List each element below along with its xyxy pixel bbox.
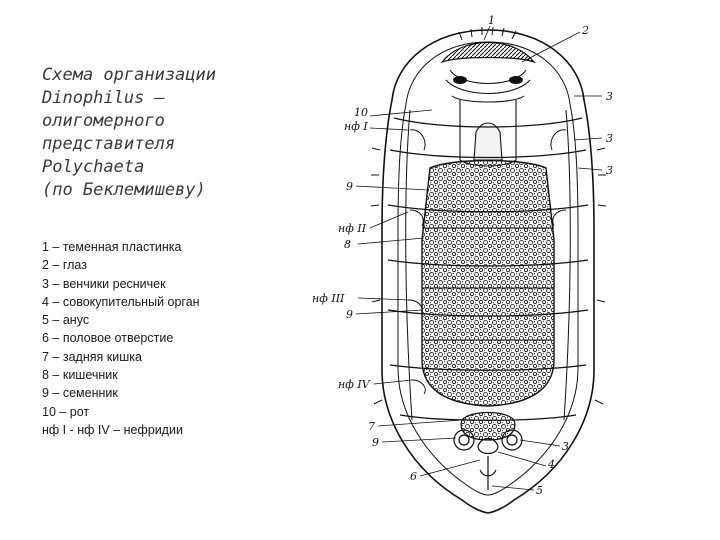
slide-title	[42, 64, 302, 202]
legend-item: 1 – теменная пластинка	[42, 240, 182, 254]
posterior-organs	[454, 413, 522, 491]
label-nf4: нф IV	[338, 378, 370, 391]
label-3b: 3	[606, 132, 613, 145]
intestine	[422, 161, 554, 407]
legend-item: нф I - нф IV – нефридии	[42, 422, 183, 437]
legend-item: 8 – кишечник	[42, 368, 118, 383]
label-3a: 3	[606, 90, 613, 103]
legend-item: 7 – задняя кишка	[42, 349, 142, 364]
title-line: Схема организации	[42, 65, 216, 85]
label-8: 8	[344, 238, 351, 251]
label-2: 2	[582, 24, 589, 37]
label-5: 5	[536, 484, 543, 497]
label-nf2: нф II	[338, 222, 367, 235]
title-line: олигомерного	[42, 111, 165, 131]
legend-list	[42, 238, 282, 439]
label-7: 7	[368, 420, 375, 433]
legend-item: 2 – глаз	[42, 258, 87, 273]
legend-item: 4 – совокупительный орган	[42, 294, 200, 309]
legend-item: 6 – половое отверстие	[42, 331, 174, 346]
legend-item: 5 – анус	[42, 313, 90, 328]
pharynx	[446, 70, 530, 166]
title-line: представителя	[42, 134, 176, 154]
label-1: 1	[488, 14, 495, 27]
label-6: 6	[410, 470, 417, 483]
label-9c: 9	[372, 436, 379, 449]
label-nf3: нф III	[312, 292, 345, 305]
apical-plate	[442, 43, 534, 63]
dinophilus-diagram	[312, 0, 720, 540]
title-line: Dinophilus –	[42, 88, 165, 108]
label-10: 10	[354, 106, 368, 119]
legend-item: 9 – семенник	[42, 386, 118, 401]
label-nf1: нф I	[344, 120, 368, 133]
title-line: Polychaeta	[42, 157, 145, 177]
label-3d: 3	[562, 440, 569, 453]
legend-item: 3 – венчики ресничек	[42, 276, 166, 291]
label-4: 4	[548, 458, 555, 471]
label-9a: 9	[346, 180, 353, 193]
legend-item: 10 – рот	[42, 404, 90, 419]
label-3c: 3	[606, 164, 613, 177]
label-9b: 9	[346, 308, 353, 321]
title-line: (по Беклемишеву)	[42, 180, 206, 200]
